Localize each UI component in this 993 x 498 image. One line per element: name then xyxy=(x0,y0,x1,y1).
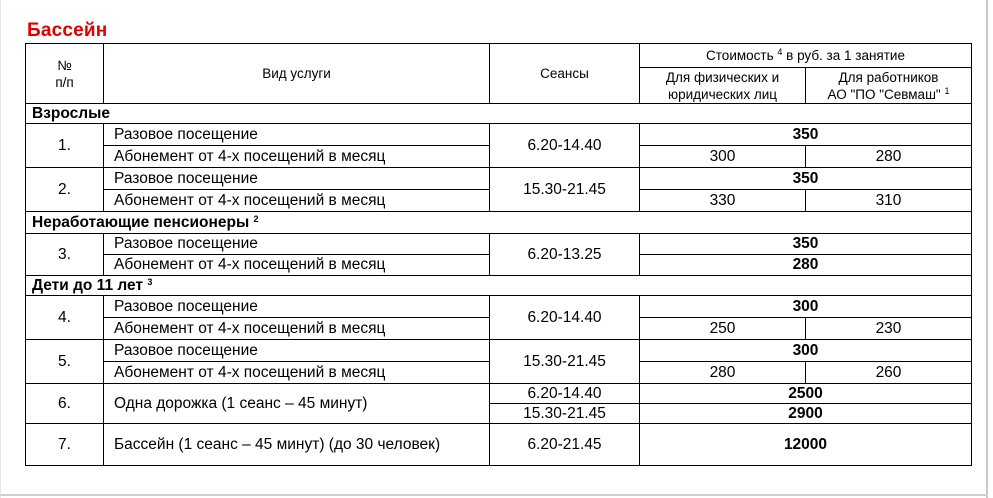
row-7-service: Бассейн (1 сеанс – 45 минут) (до 30 человек) xyxy=(104,424,490,466)
row-5-phys-price: 280 xyxy=(640,362,806,384)
row-1-phys-price: 300 xyxy=(640,146,806,168)
section-row xyxy=(26,104,972,124)
section-children-label: Дети до 11 лет xyxy=(32,276,144,294)
page-frame-left xyxy=(0,0,1,498)
section-children-footnote: 3 xyxy=(147,276,153,287)
row-6-price-1: 2500 xyxy=(640,384,972,404)
row-6-time-2: 15.30-21.45 xyxy=(490,404,640,424)
page-frame-bottom xyxy=(0,494,988,496)
header-sessions: Сеансы xyxy=(490,44,640,104)
row-1-single-price: 350 xyxy=(640,124,972,146)
row-4-num: 4. xyxy=(26,296,104,340)
row-1-service-sub: Абонемент от 4-х посещений в месяц xyxy=(104,146,490,168)
header-emp xyxy=(806,68,972,104)
row-4-service-single: Разовое посещение xyxy=(104,296,490,318)
page-frame-right xyxy=(986,0,988,498)
header-phys xyxy=(640,68,806,104)
header-emp-org: АО "ПО "Севмаш" xyxy=(827,86,941,102)
header-cost-pre: Стоимость xyxy=(706,48,778,63)
row-5-emp-price: 260 xyxy=(806,362,972,384)
row-6-price-2: 2900 xyxy=(640,404,972,424)
row-4-single-price: 300 xyxy=(640,296,972,318)
section-row xyxy=(26,212,972,234)
row-3-single-price: 350 xyxy=(640,234,972,255)
table-row xyxy=(26,234,972,255)
row-6-service: Одна дорожка (1 сеанс – 45 минут) xyxy=(104,384,490,424)
row-7-num: 7. xyxy=(26,424,104,466)
header-emp-line1: Для работников xyxy=(838,69,939,85)
section-pensioners-label: Неработающие пенсионеры xyxy=(32,213,250,231)
page-title: Бассейн xyxy=(27,20,108,41)
row-3-service-sub: Абонемент от 4-х посещений в месяц xyxy=(104,255,490,276)
section-children xyxy=(26,276,972,296)
row-1-service-single: Разовое посещение xyxy=(104,124,490,146)
header-cost-post: в руб. за 1 занятие xyxy=(782,48,905,63)
row-4-phys-price: 250 xyxy=(640,318,806,340)
row-2-single-price: 350 xyxy=(640,168,972,190)
table-row xyxy=(26,124,972,146)
header-num-label: № xyxy=(57,57,72,73)
section-row xyxy=(26,276,972,296)
table-row xyxy=(26,296,972,318)
row-4-time: 6.20-14.40 xyxy=(490,296,640,340)
row-3-num: 3. xyxy=(26,234,104,276)
row-7-price: 12000 xyxy=(640,424,972,466)
row-5-time: 15.30-21.45 xyxy=(490,340,640,384)
row-2-time: 15.30-21.45 xyxy=(490,168,640,212)
section-pensioners xyxy=(26,212,972,234)
header-num xyxy=(26,44,104,104)
row-6-time-1: 6.20-14.40 xyxy=(490,384,640,404)
row-2-service-single: Разовое посещение xyxy=(104,168,490,190)
row-1-time: 6.20-14.40 xyxy=(490,124,640,168)
row-2-phys-price: 330 xyxy=(640,190,806,212)
row-2-service-sub: Абонемент от 4-х посещений в месяц xyxy=(104,190,490,212)
row-3-time: 6.20-13.25 xyxy=(490,234,640,276)
table-row xyxy=(26,168,972,190)
header-cost xyxy=(640,44,972,68)
header-cost-footnote: 4 xyxy=(777,47,783,57)
row-2-num: 2. xyxy=(26,168,104,212)
header-row xyxy=(26,44,972,68)
row-5-num: 5. xyxy=(26,340,104,384)
header-emp-footnote: 1 xyxy=(944,85,950,96)
row-5-service-single: Разовое посещение xyxy=(104,340,490,362)
row-4-emp-price: 230 xyxy=(806,318,972,340)
row-6-num: 6. xyxy=(26,384,104,424)
header-phys-line2: юридических лиц xyxy=(668,86,777,102)
section-adults: Взрослые xyxy=(26,104,972,124)
row-5-service-sub: Абонемент от 4-х посещений в месяц xyxy=(104,362,490,384)
row-5-single-price: 300 xyxy=(640,340,972,362)
row-1-num: 1. xyxy=(26,124,104,168)
section-pensioners-footnote: 2 xyxy=(253,213,259,224)
row-2-emp-price: 310 xyxy=(806,190,972,212)
row-1-emp-price: 280 xyxy=(806,146,972,168)
header-num-sub: п/п xyxy=(55,74,74,90)
row-3-service-single: Разовое посещение xyxy=(104,234,490,255)
header-service: Вид услуги xyxy=(104,44,490,104)
header-phys-line1: Для физических и xyxy=(665,69,780,85)
table-row xyxy=(26,340,972,362)
row-4-service-sub: Абонемент от 4-х посещений в месяц xyxy=(104,318,490,340)
price-table xyxy=(25,43,972,466)
row-3-sub-price: 280 xyxy=(640,255,972,276)
header-emp-line2 xyxy=(806,86,971,103)
table-row xyxy=(26,424,972,466)
table-row xyxy=(26,384,972,404)
row-7-time: 6.20-21.45 xyxy=(490,424,640,466)
